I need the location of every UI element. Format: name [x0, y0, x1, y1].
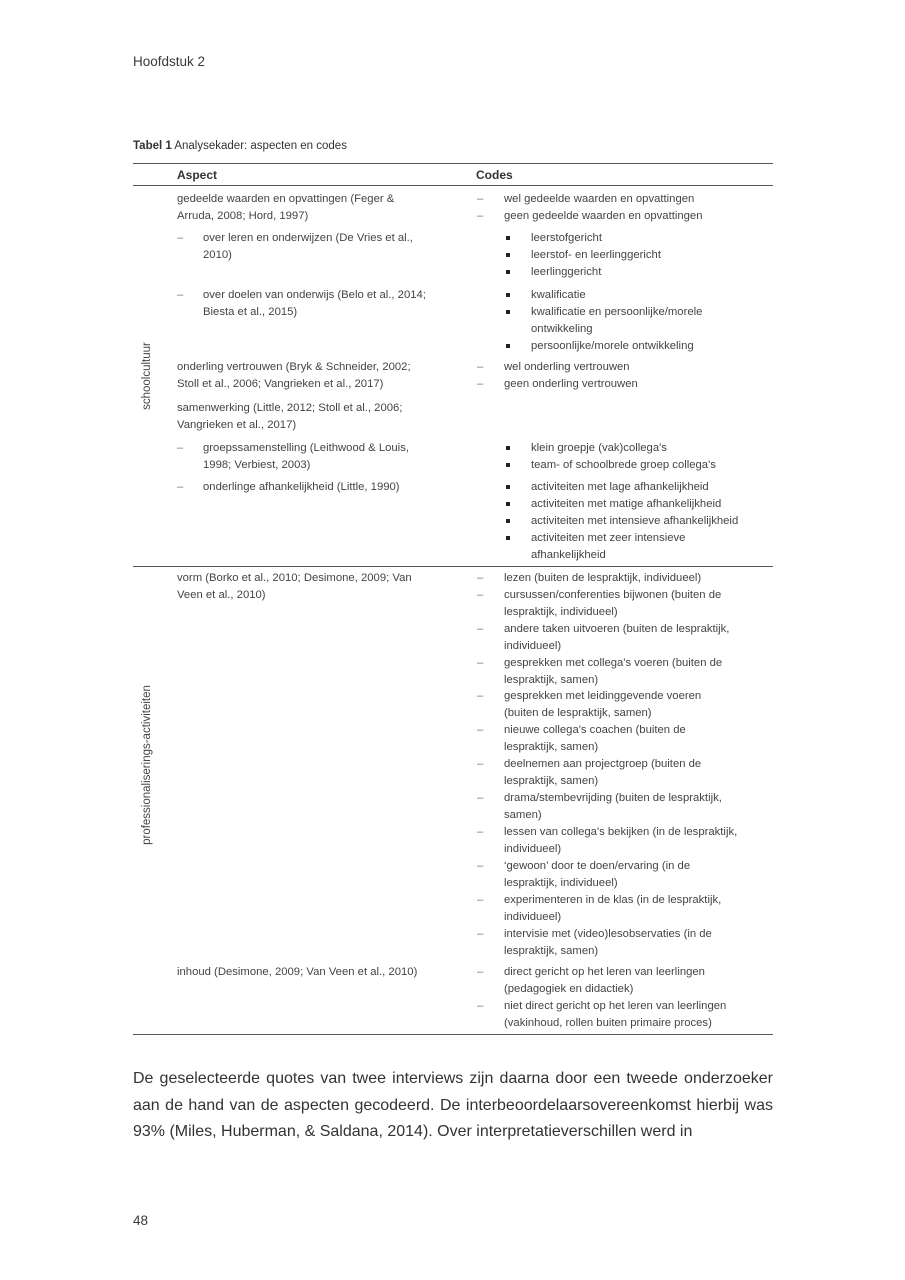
group-label-schoolcultuur: schoolcultuur: [141, 342, 153, 410]
aspect-cell-text: vorm (Borko et al., 2010; Desimone, 2009; Van: [177, 572, 412, 584]
table-caption: [133, 140, 347, 152]
code-cell-dash-marker: –: [477, 210, 484, 222]
aspect-cell-dash-marker: –: [177, 232, 184, 244]
code-cell-bullet-marker: [506, 310, 510, 314]
code-cell-text: (vakinhoud, rollen buiten primaire proces): [504, 1016, 712, 1029]
code-cell-text: ontwikkeling: [531, 322, 593, 335]
aspect-cell-text: Veen et al., 2010): [177, 588, 266, 601]
code-cell-bullet-marker: [506, 463, 510, 467]
code-cell-text: lessen van collega's bekijken (in de lespraktijk,: [504, 826, 738, 838]
code-cell-text: individueel): [504, 842, 562, 855]
code-cell-text: lespraktijk, samen): [504, 740, 599, 753]
code-cell-dash-marker: –: [477, 758, 484, 770]
code-cell-text: lezen (buiten de lespraktijk, individueel): [504, 572, 702, 584]
code-cell-dash-marker: –: [477, 1000, 484, 1012]
header-rule: [133, 185, 773, 186]
aspect-cell-text: gedeelde waarden en opvattingen (Feger &: [177, 193, 395, 205]
code-cell-text: activiteiten met zeer intensieve: [531, 532, 686, 544]
code-cell-text: nieuwe collega's coachen (buiten de: [504, 724, 686, 736]
code-cell-dash-marker: –: [477, 690, 484, 702]
code-cell-dash-marker: –: [477, 894, 484, 906]
code-cell-text: leerstof- en leerlinggericht: [531, 249, 661, 261]
code-cell-text: ‘gewoon’ door te doen/ervaring (in de: [504, 860, 691, 872]
code-cell-text: experimenteren in de klas (in de lespraktijk,: [504, 894, 722, 906]
code-cell-text: intervisie met (video)lesobservaties (in de: [504, 928, 712, 940]
aspect-cell-text: Vangrieken et al., 2017): [177, 418, 297, 431]
aspect-cell-text: over leren en onderwijzen (De Vries et al.,: [203, 232, 413, 244]
code-cell-bullet-marker: [506, 253, 510, 257]
code-cell-dash-marker: –: [477, 724, 484, 736]
aspect-cell-text: onderling vertrouwen (Bryk & Schneider, 2002;: [177, 361, 411, 373]
aspect-cell-text: onderlinge afhankelijkheid (Little, 1990): [203, 481, 400, 493]
aspect-cell-dash-marker: –: [177, 481, 184, 493]
table-caption-label: Tabel 1: [133, 140, 172, 152]
aspect-cell-text: Stoll et al., 2006; Vangrieken et al., 2017): [177, 377, 384, 390]
code-cell-bullet-marker: [506, 446, 510, 450]
code-cell-dash-marker: –: [477, 378, 484, 390]
code-cell-text: geen gedeelde waarden en opvattingen: [504, 210, 703, 222]
code-cell-text: (buiten de lespraktijk, samen): [504, 706, 652, 719]
code-cell-text: kwalificatie: [531, 289, 586, 301]
code-cell-bullet-marker: [506, 536, 510, 540]
code-cell-text: niet direct gericht op het leren van leerlingen: [504, 1000, 727, 1012]
code-cell-bullet-marker: [506, 236, 510, 240]
code-cell-text: lespraktijk, samen): [504, 774, 599, 787]
code-cell-text: gesprekken met leidinggevende voeren: [504, 690, 702, 702]
code-cell-text: kwalificatie en persoonlijke/morele: [531, 306, 703, 318]
code-cell-text: deelnemen aan projectgroep (buiten de: [504, 758, 702, 770]
code-cell-text: wel gedeelde waarden en opvattingen: [504, 193, 695, 205]
aspect-cell-dash-marker: –: [177, 289, 184, 301]
code-cell-text: leerlinggericht: [531, 266, 602, 278]
group-divider-rule: [133, 566, 773, 567]
code-cell-text: klein groepje (vak)collega's: [531, 442, 667, 454]
code-cell-bullet-marker: [506, 293, 510, 297]
code-cell-dash-marker: –: [477, 572, 484, 584]
code-cell-text: persoonlijke/morele ontwikkeling: [531, 340, 694, 352]
header-codes: Codes: [476, 168, 513, 182]
code-cell-text: activiteiten met intensieve afhankelijkheid: [531, 515, 739, 527]
code-cell-text: cursussen/conferenties bijwonen (buiten de: [504, 589, 722, 601]
running-head: Hoofdstuk 2: [133, 54, 206, 69]
code-cell-text: lespraktijk, samen): [504, 673, 599, 686]
aspect-cell-text: over doelen van onderwijs (Belo et al., 2014;: [203, 289, 426, 301]
code-cell-dash-marker: –: [477, 193, 484, 205]
code-cell-bullet-marker: [506, 502, 510, 506]
code-cell-text: geen onderling vertrouwen: [504, 378, 638, 390]
header-aspect: Aspect: [177, 168, 218, 182]
table-caption-text: Analysekader: aspecten en codes: [171, 140, 347, 152]
table-bottom-rule: [133, 1034, 773, 1035]
code-cell-dash-marker: –: [477, 928, 484, 940]
page-number: 48: [133, 1213, 149, 1228]
code-cell-text: activiteiten met lage afhankelijkheid: [531, 481, 709, 493]
code-cell-bullet-marker: [506, 344, 510, 348]
table-top-rule: [133, 163, 773, 164]
aspect-cell-text: inhoud (Desimone, 2009; Van Veen et al., 2010): [177, 966, 418, 978]
code-cell-dash-marker: –: [477, 966, 484, 978]
code-cell-dash-marker: –: [477, 361, 484, 373]
code-cell-text: lespraktijk, samen): [504, 944, 599, 957]
aspect-cell-text: samenwerking (Little, 2012; Stoll et al., 2006;: [177, 402, 403, 414]
code-cell-text: leerstofgericht: [531, 232, 602, 244]
code-cell-text: andere taken uitvoeren (buiten de lespraktijk,: [504, 623, 730, 635]
code-cell-bullet-marker: [506, 485, 510, 489]
code-cell-bullet-marker: [506, 519, 510, 523]
code-cell-bullet-marker: [506, 270, 510, 274]
code-cell-text: afhankelijkheid: [531, 548, 606, 561]
code-cell-text: lespraktijk, individueel): [504, 876, 618, 889]
code-cell-dash-marker: –: [477, 826, 484, 838]
aspect-cell-text: Arruda, 2008; Hord, 1997): [177, 209, 309, 222]
code-cell-text: gesprekken met collega's voeren (buiten de: [504, 657, 723, 669]
code-cell-text: team- of schoolbrede groep collega's: [531, 459, 716, 471]
aspect-cell-text: 2010): [203, 248, 232, 261]
code-cell-text: individueel): [504, 910, 562, 923]
code-cell-text: activiteiten met matige afhankelijkheid: [531, 498, 722, 510]
code-cell-dash-marker: –: [477, 860, 484, 872]
code-cell-dash-marker: –: [477, 623, 484, 635]
aspect-cell-text: Biesta et al., 2015): [203, 305, 298, 318]
aspect-cell-text: 1998; Verbiest, 2003): [203, 458, 311, 471]
code-cell-text: lespraktijk, individueel): [504, 605, 618, 618]
code-cell-text: direct gericht op het leren van leerlingen: [504, 966, 705, 978]
code-cell-text: samen): [504, 808, 542, 821]
code-cell-text: individueel): [504, 639, 562, 652]
code-cell-text: wel onderling vertrouwen: [504, 361, 630, 373]
body-paragraph: De geselecteerde quotes van twee interviews zijn daarna door een tweede onderzoeker aan de hand van de aspecten gecodeerd. De interbeoordelaarsovereenkomst hierbij was 93% (Miles, Huberman, & Saldana, 2014). Over interpretatieverschillen werd in: [133, 1070, 773, 1140]
aspect-cell-text: groepssamenstelling (Leithwood & Louis,: [203, 442, 409, 454]
aspect-cell-dash-marker: –: [177, 442, 184, 454]
code-cell-text: (pedagogiek en didactiek): [504, 982, 634, 995]
code-cell-dash-marker: –: [477, 657, 484, 669]
code-cell-dash-marker: –: [477, 792, 484, 804]
group-label-professionalisering: professionaliserings-activiteiten: [141, 685, 153, 845]
code-cell-dash-marker: –: [477, 589, 484, 601]
code-cell-text: drama/stembevrijding (buiten de lespraktijk,: [504, 792, 722, 804]
